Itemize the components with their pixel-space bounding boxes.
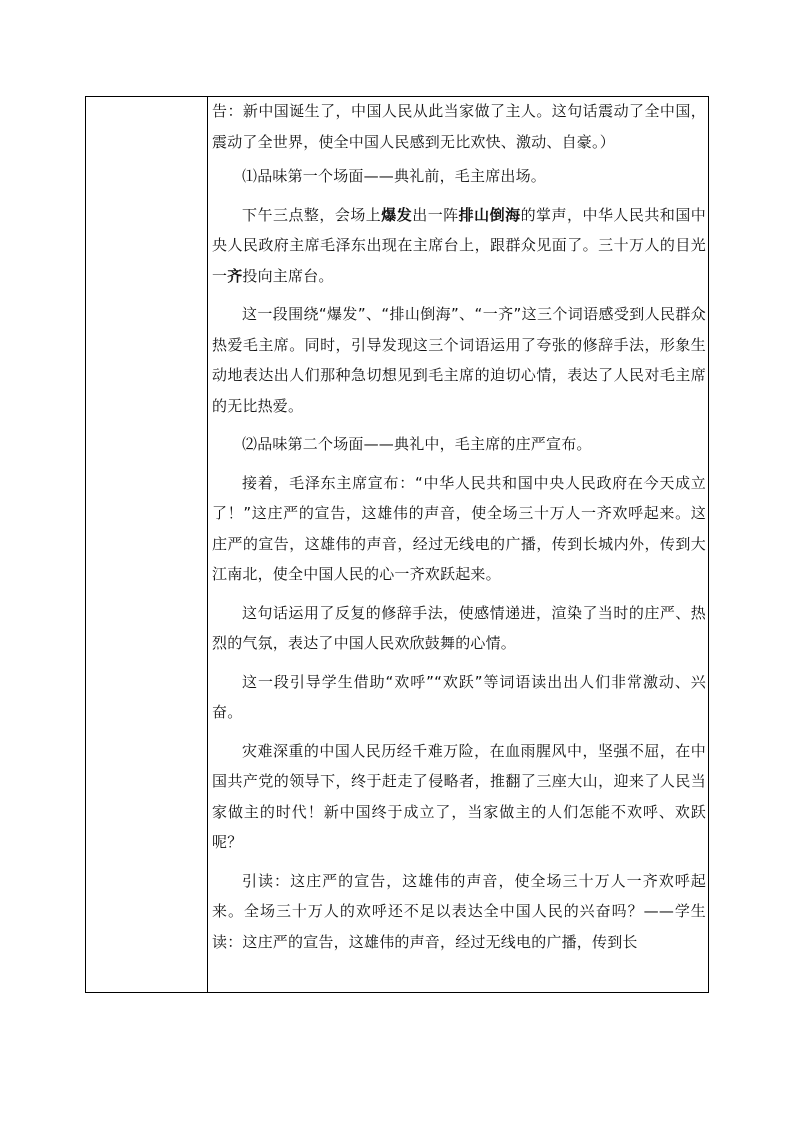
paragraph-text: ⑵品味第二个场面——典礼中，毛主席的庄严宣布。 bbox=[242, 435, 592, 453]
paragraph-text: 这一段围绕“爆发”、“排山倒海”、“一齐”这三个词语感受到人民群众热爱毛主席。同时，引导发现这三个词语运用了夸张的修辞手法，形象生动地表达出人们那种急切想见到毛主席的迫切心情，表达了人民对毛主席的无比热爱。 bbox=[212, 305, 706, 415]
paragraph-text: 出一阵 bbox=[412, 205, 459, 224]
paragraph-text: 投向主席台。 bbox=[242, 266, 334, 285]
paragraph-text: 这句话运用了反复的修辞手法，使感情递进，渲染了当时的庄严、热烈的气氛，表达了中国人民欢欣鼓舞的心情。 bbox=[212, 603, 706, 652]
analysis-paragraph bbox=[212, 299, 706, 421]
paragraph-text: 引读：这庄严的宣告，这雄伟的声音，使全场三十万人一齐欢呼起来。全场三十万人的欢呼还不足以表达全中国人民的兴奋吗？——学生读：这庄严的宣告，这雄伟的声音，经过无线电的广播，传到长 bbox=[212, 871, 706, 951]
table-column-divider bbox=[207, 96, 208, 993]
paragraph-text: 这一段引导学生借助“欢呼”“欢跃”等词语读出出人们非常激动、兴奋。 bbox=[212, 672, 706, 721]
paragraph-continuation bbox=[212, 96, 706, 157]
paragraph-text: 下午三点整，会场上 bbox=[242, 205, 382, 224]
guidance-paragraph bbox=[212, 667, 706, 728]
paragraph-text: 告：新中国诞生了，中国人民从此当家做了主人。这句话震动了全中国，震动了全世界，使全中国人民感到无比欢快、激动、自豪。） bbox=[212, 102, 706, 151]
paragraph-text: 灾难深重的中国人民历经千难万险，在血雨腥风中，坚强不屈，在中国共产党的领导下，终于赶走了侵略者，推翻了三座大山，迎来了人民当家做主的时代！新中国终于成立了，当家做主的人们怎能不欢呼、欢跃呢？ bbox=[212, 741, 706, 851]
bold-keyword: 爆发 bbox=[381, 205, 413, 224]
bold-keyword: 排山倒海 bbox=[458, 205, 521, 224]
guided-reading-paragraph bbox=[212, 866, 706, 958]
paragraph-text: 接着，毛泽东主席宣布：“中华人民共和国中央人民政府在今天成立了！”这庄严的宣告，这雄伟的声音，使全场三十万人一齐欢呼起来。这庄严的宣告，这雄伟的声音，经过无线电的广播，传到长城内外，传到大江南北，使全中国人民的心一齐欢跃起来。 bbox=[212, 473, 706, 583]
section-heading-scene-2 bbox=[212, 429, 706, 460]
quoted-text-scene-2 bbox=[212, 468, 706, 590]
discussion-paragraph bbox=[212, 736, 706, 858]
quoted-text-scene-1 bbox=[212, 200, 706, 292]
analysis-paragraph bbox=[212, 598, 706, 659]
paragraph-text: 的掌声，中华人民共和国中央人民政府主席毛泽东出现在主席台上，跟群众见面了。三十万人的目光一 bbox=[212, 205, 706, 285]
bold-keyword: 齐 bbox=[227, 266, 243, 285]
lesson-content-cell bbox=[212, 96, 706, 957]
paragraph-text: ⑴品味第一个场面——典礼前，毛主席出场。 bbox=[242, 167, 547, 185]
section-heading-scene-1 bbox=[212, 161, 706, 192]
